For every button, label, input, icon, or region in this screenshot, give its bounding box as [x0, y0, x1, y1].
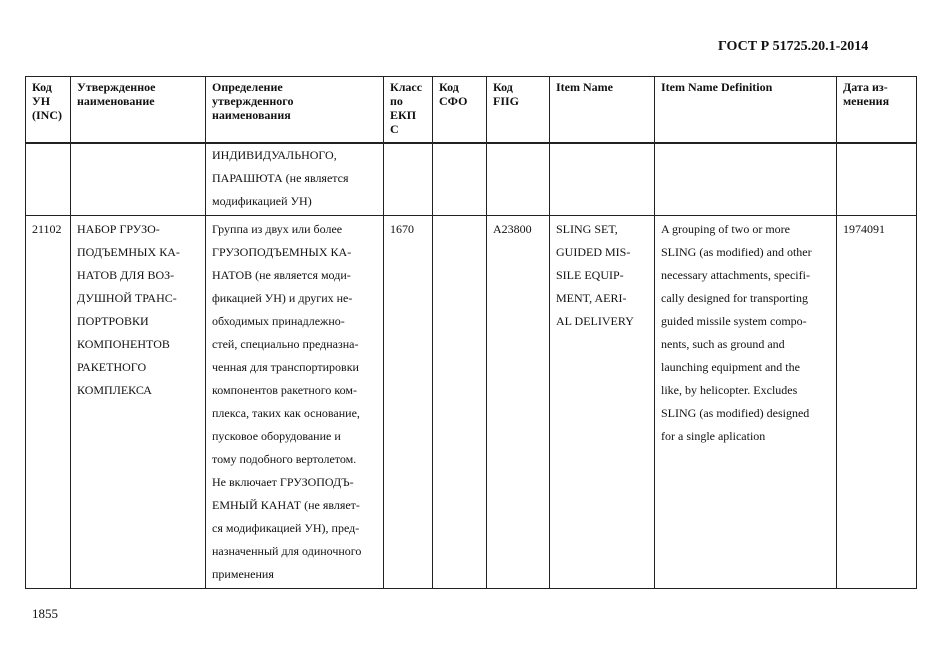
text-line: ПОДЪЕМНЫХ КА-	[77, 245, 180, 259]
text-line: necessary attachments, specifi-	[661, 268, 810, 282]
text-line: применения	[212, 567, 274, 581]
cell-sfo	[433, 216, 487, 589]
table-row	[26, 216, 917, 589]
text-line: наименование	[77, 94, 155, 108]
text-line: guided missile system compo-	[661, 314, 807, 328]
cell-item-name-definition	[655, 216, 837, 589]
text-line: SLING (as modified) designed	[661, 406, 810, 420]
text-line: НАТОВ ДЛЯ ВОЗ-	[77, 268, 175, 282]
cell-sfo	[433, 143, 487, 216]
text-line: КОМПЛЕКСА	[77, 383, 152, 397]
text-line: ПАРАШЮТА (не является	[212, 171, 349, 185]
text-line: Item Name Definition	[661, 80, 773, 94]
text-line: ЕКП	[390, 108, 417, 122]
text-line: GUIDED MIS-	[556, 245, 631, 259]
text-line: nents, such as ground and	[661, 337, 785, 351]
text-line: MENT, AERI-	[556, 291, 627, 305]
header-item-name-definition	[655, 77, 837, 144]
text-line: НАТОВ (не является моди-	[212, 268, 351, 282]
table-row-continuation	[26, 143, 917, 216]
header-approved-name	[71, 77, 206, 144]
header-change-date	[837, 77, 917, 144]
header-sfo	[433, 77, 487, 144]
text-line: A grouping of two or more	[661, 222, 790, 236]
text-line: обходимых принадлежно-	[212, 314, 345, 328]
text-line: НАБОР ГРУЗО-	[77, 222, 160, 236]
text-line: Группа из двух или более	[212, 222, 343, 236]
text-line: УН	[32, 94, 51, 108]
text-line: AL DELIVERY	[556, 314, 634, 328]
text-line: Код	[32, 80, 52, 94]
text-line: стей, специально предназна-	[212, 337, 359, 351]
text-line: Не включает ГРУЗОПОДЪ-	[212, 475, 354, 489]
text-line: РАКЕТНОГО	[77, 360, 147, 374]
header-fiig	[487, 77, 550, 144]
cell-change-date: 1974091	[837, 216, 917, 589]
text-line: наименования	[212, 108, 291, 122]
cell-inc: 21102	[26, 216, 71, 589]
cell-definition	[206, 216, 384, 589]
text-line: пусковое оборудование и	[212, 429, 341, 443]
cell-approved-name	[71, 143, 206, 216]
text-line: менения	[843, 94, 890, 108]
text-line: Item Name	[556, 80, 613, 94]
page-number: 1855	[32, 606, 58, 621]
cell-item-name-definition	[655, 143, 837, 216]
cell-item-name	[550, 216, 655, 589]
text-line: тому подобного вертолетом.	[212, 452, 357, 466]
text-line: SLING SET,	[556, 222, 618, 236]
text-line: ченная для транспортировки	[212, 360, 359, 374]
text-line: cally designed for transporting	[661, 291, 808, 305]
text-line: Дата из-	[843, 80, 888, 94]
text-line: ЕМНЫЙ КАНАТ (не являет-	[212, 498, 360, 512]
text-line: С	[390, 122, 399, 136]
text-line: компонентов ракетного ком-	[212, 383, 357, 397]
header-row	[26, 77, 917, 144]
cell-definition	[206, 143, 384, 216]
text-line: плекса, таких как основание,	[212, 406, 360, 420]
header-inc	[26, 77, 71, 144]
document-code: ГОСТ Р 51725.20.1-2014	[718, 39, 869, 54]
header-item-name	[550, 77, 655, 144]
text-line: фикацией УН) и других не-	[212, 291, 353, 305]
cell-class	[384, 143, 433, 216]
text-line: по	[390, 94, 403, 108]
cell-fiig: A23800	[487, 216, 550, 589]
text-line: модификацией УН)	[212, 194, 312, 208]
text-line: (INC)	[32, 108, 62, 122]
text-line: SLING (as modified) and other	[661, 245, 812, 259]
text-line: ИНДИВИДУАЛЬНОГО,	[212, 148, 337, 162]
cell-item-name	[550, 143, 655, 216]
text-line: ся модификацией УН), пред-	[212, 521, 360, 535]
text-line: СФО	[439, 94, 468, 108]
text-line: Код	[493, 80, 513, 94]
text-line: ПОРТРОВКИ	[77, 314, 149, 328]
cell-inc	[26, 143, 71, 216]
header-class	[384, 77, 433, 144]
text-line: launching equipment and the	[661, 360, 800, 374]
cell-change-date	[837, 143, 917, 216]
cell-approved-name	[71, 216, 206, 589]
text-line: ГРУЗОПОДЪЕМНЫХ КА-	[212, 245, 352, 259]
text-line: like, by helicopter. Excludes	[661, 383, 798, 397]
text-line: назначенный для одиночного	[212, 544, 362, 558]
header-definition	[206, 77, 384, 144]
cell-fiig	[487, 143, 550, 216]
text-line: FIIG	[493, 94, 520, 108]
text-line: for a single aplication	[661, 429, 766, 443]
text-line: утвержденного	[212, 94, 294, 108]
text-line: Утвержденное	[77, 80, 156, 94]
text-line: SILE EQUIP-	[556, 268, 624, 282]
text-line: КОМПОНЕНТОВ	[77, 337, 170, 351]
classification-table	[25, 76, 917, 589]
cell-class: 1670	[384, 216, 433, 589]
text-line: Код	[439, 80, 459, 94]
text-line: Класс	[390, 80, 423, 94]
text-line: ДУШНОЙ ТРАНС-	[77, 291, 177, 305]
text-line: Определение	[212, 80, 283, 94]
